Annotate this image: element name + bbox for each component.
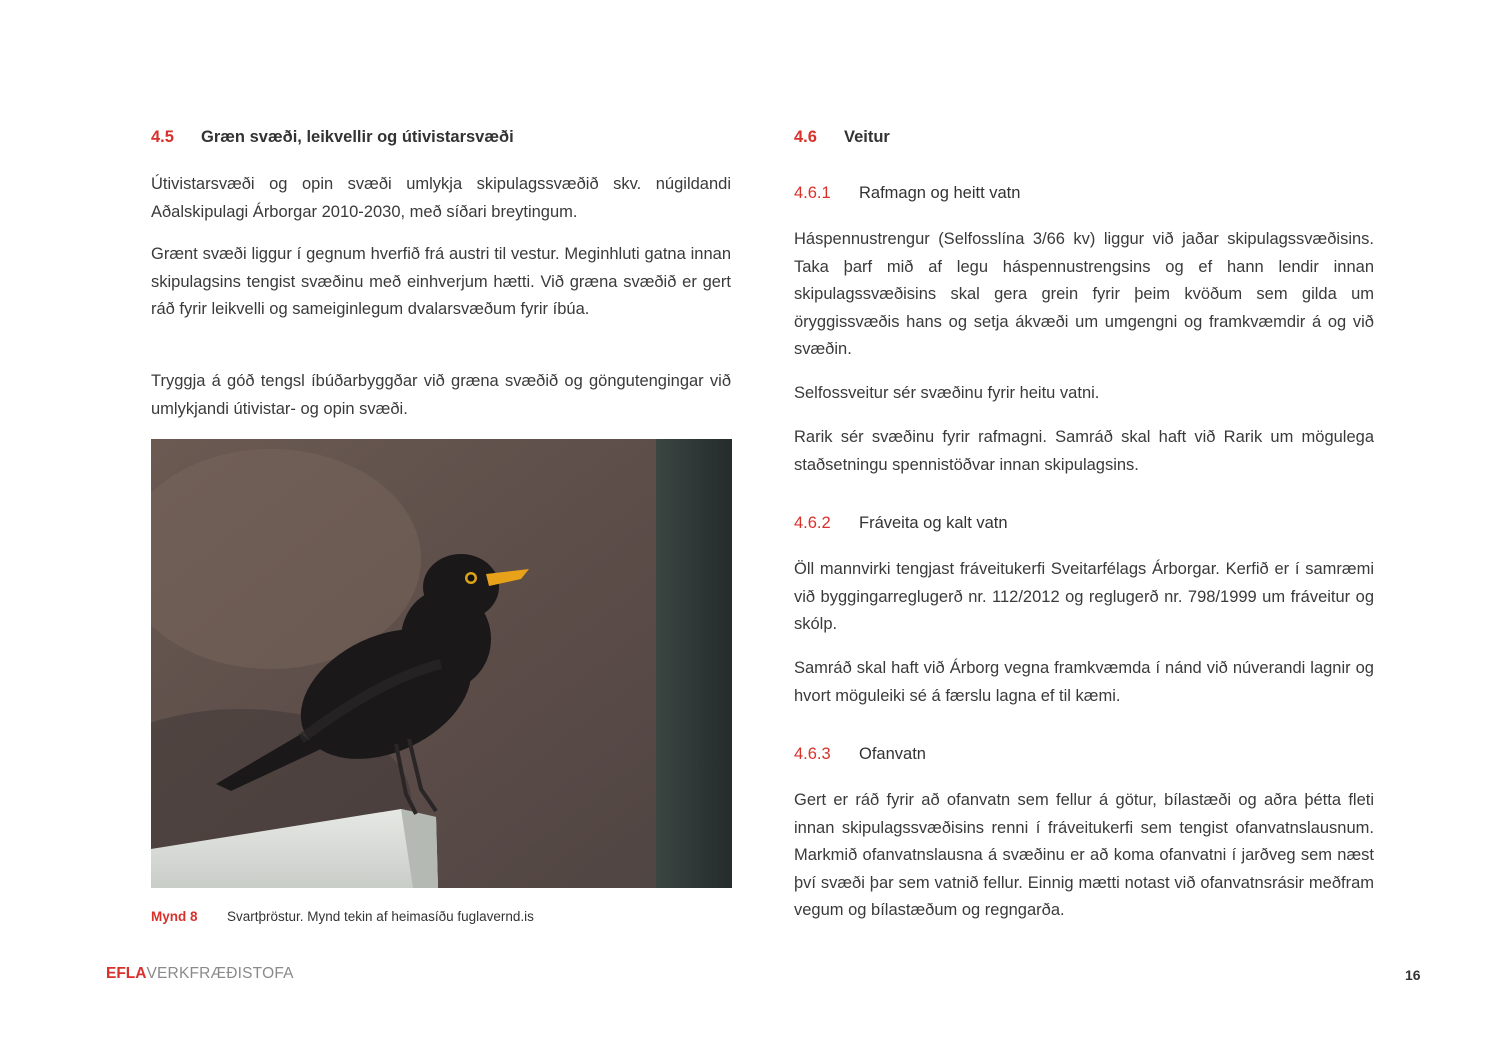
- paragraph: Selfossveitur sér svæðinu fyrir heitu vatni.: [794, 384, 1100, 402]
- figure-caption-text: Svartþröstur. Mynd tekin af heimasíðu fuglavernd.is: [227, 909, 534, 924]
- section-title: Græn svæði, leikvellir og útivistarsvæði: [201, 128, 514, 146]
- subsection-title: Fráveita og kalt vatn: [859, 514, 1008, 532]
- subsection-number: 4.6.1: [794, 184, 831, 202]
- footer-subtitle: VERKFRÆÐISTOFA: [146, 965, 294, 982]
- paragraph: Tryggja á góð tengsl íbúðarbyggðar við græna svæðið og göngutengingar við umlykjandi útivistar- og opin svæði.: [151, 372, 731, 418]
- paragraph: Samráð skal haft við Árborg vegna framkvæmda í nánd við núverandi lagnir og hvort möguleiki sé á færslu lagna ef til kæmi.: [794, 659, 1374, 705]
- page-number: 16: [1405, 967, 1421, 983]
- figure-caption: [151, 909, 534, 924]
- blackbird-photo: [151, 439, 732, 888]
- subsection-title: Rafmagn og heitt vatn: [859, 184, 1021, 202]
- section-title: Veitur: [844, 128, 890, 146]
- efla-logo: [106, 965, 294, 983]
- subsection-number: 4.6.3: [794, 745, 831, 763]
- paragraph: Gert er ráð fyrir að ofanvatn sem fellur á götur, bílastæði og aðra þétta fleti innan skipulagssvæðisins renni í fráveitukerfi sem tengist ofanvatnslausnum. Markmið ofanvatnslausna á svæðinu er að koma ofanvatni í jarðveg sem næst því svæði þar sem vatnið fellur. Einnig mætti notast við ofanvatnsrásir meðfram vegum og bílastæðum og regngarða.: [794, 791, 1374, 919]
- subsection-heading-4-6-2: [794, 514, 1008, 533]
- paragraph: Útivistarsvæði og opin svæði umlykja skipulagssvæðið skv. núgildandi Aðalskipulagi Árborgar 2010-2030, með síðari breytingum.: [151, 175, 731, 221]
- section-heading-4-5: [151, 128, 514, 147]
- subsection-heading-4-6-1: [794, 184, 1020, 203]
- paragraph: Rarik sér svæðinu fyrir rafmagni. Samráð skal haft við Rarik um mögulega staðsetningu spennistöðvar innan skipulagsins.: [794, 428, 1374, 474]
- paragraph: Öll mannvirki tengjast fráveitukerfi Sveitarfélags Árborgar. Kerfið er í samræmi við byggingarreglugerð nr. 112/2012 og reglugerð nr. 798/1999 um fráveitur og skólp.: [794, 560, 1374, 633]
- paragraph: Háspennustrengur (Selfosslína 3/66 kv) liggur við jaðar skipulagssvæðisins. Taka þarf mið af legu háspennustrengsins og ef hann lendir innan skipulagssvæðisins skal gera grein fyrir þeim kvöðum sem gilda um öryggissvæðis hans og setja ákvæði um umgengni og framkvæmdir á og við svæðin.: [794, 230, 1374, 358]
- subsection-title: Ofanvatn: [859, 745, 926, 763]
- figure-label: Mynd 8: [151, 909, 198, 924]
- subsection-number: 4.6.2: [794, 514, 831, 532]
- footer-brand: EFLA: [106, 965, 147, 982]
- subsection-heading-4-6-3: [794, 745, 926, 764]
- section-number: 4.6: [794, 128, 817, 146]
- section-number: 4.5: [151, 128, 174, 146]
- paragraph: Grænt svæði liggur í gegnum hverfið frá austri til vestur. Meginhluti gatna innan skipulagsins tengist svæðinu með einhverjum hætti. Við græna svæðið er gert ráð fyrir leikvelli og sameiginlegum dvalarsvæðum fyrir íbúa.: [151, 245, 731, 318]
- section-heading-4-6: [794, 128, 890, 147]
